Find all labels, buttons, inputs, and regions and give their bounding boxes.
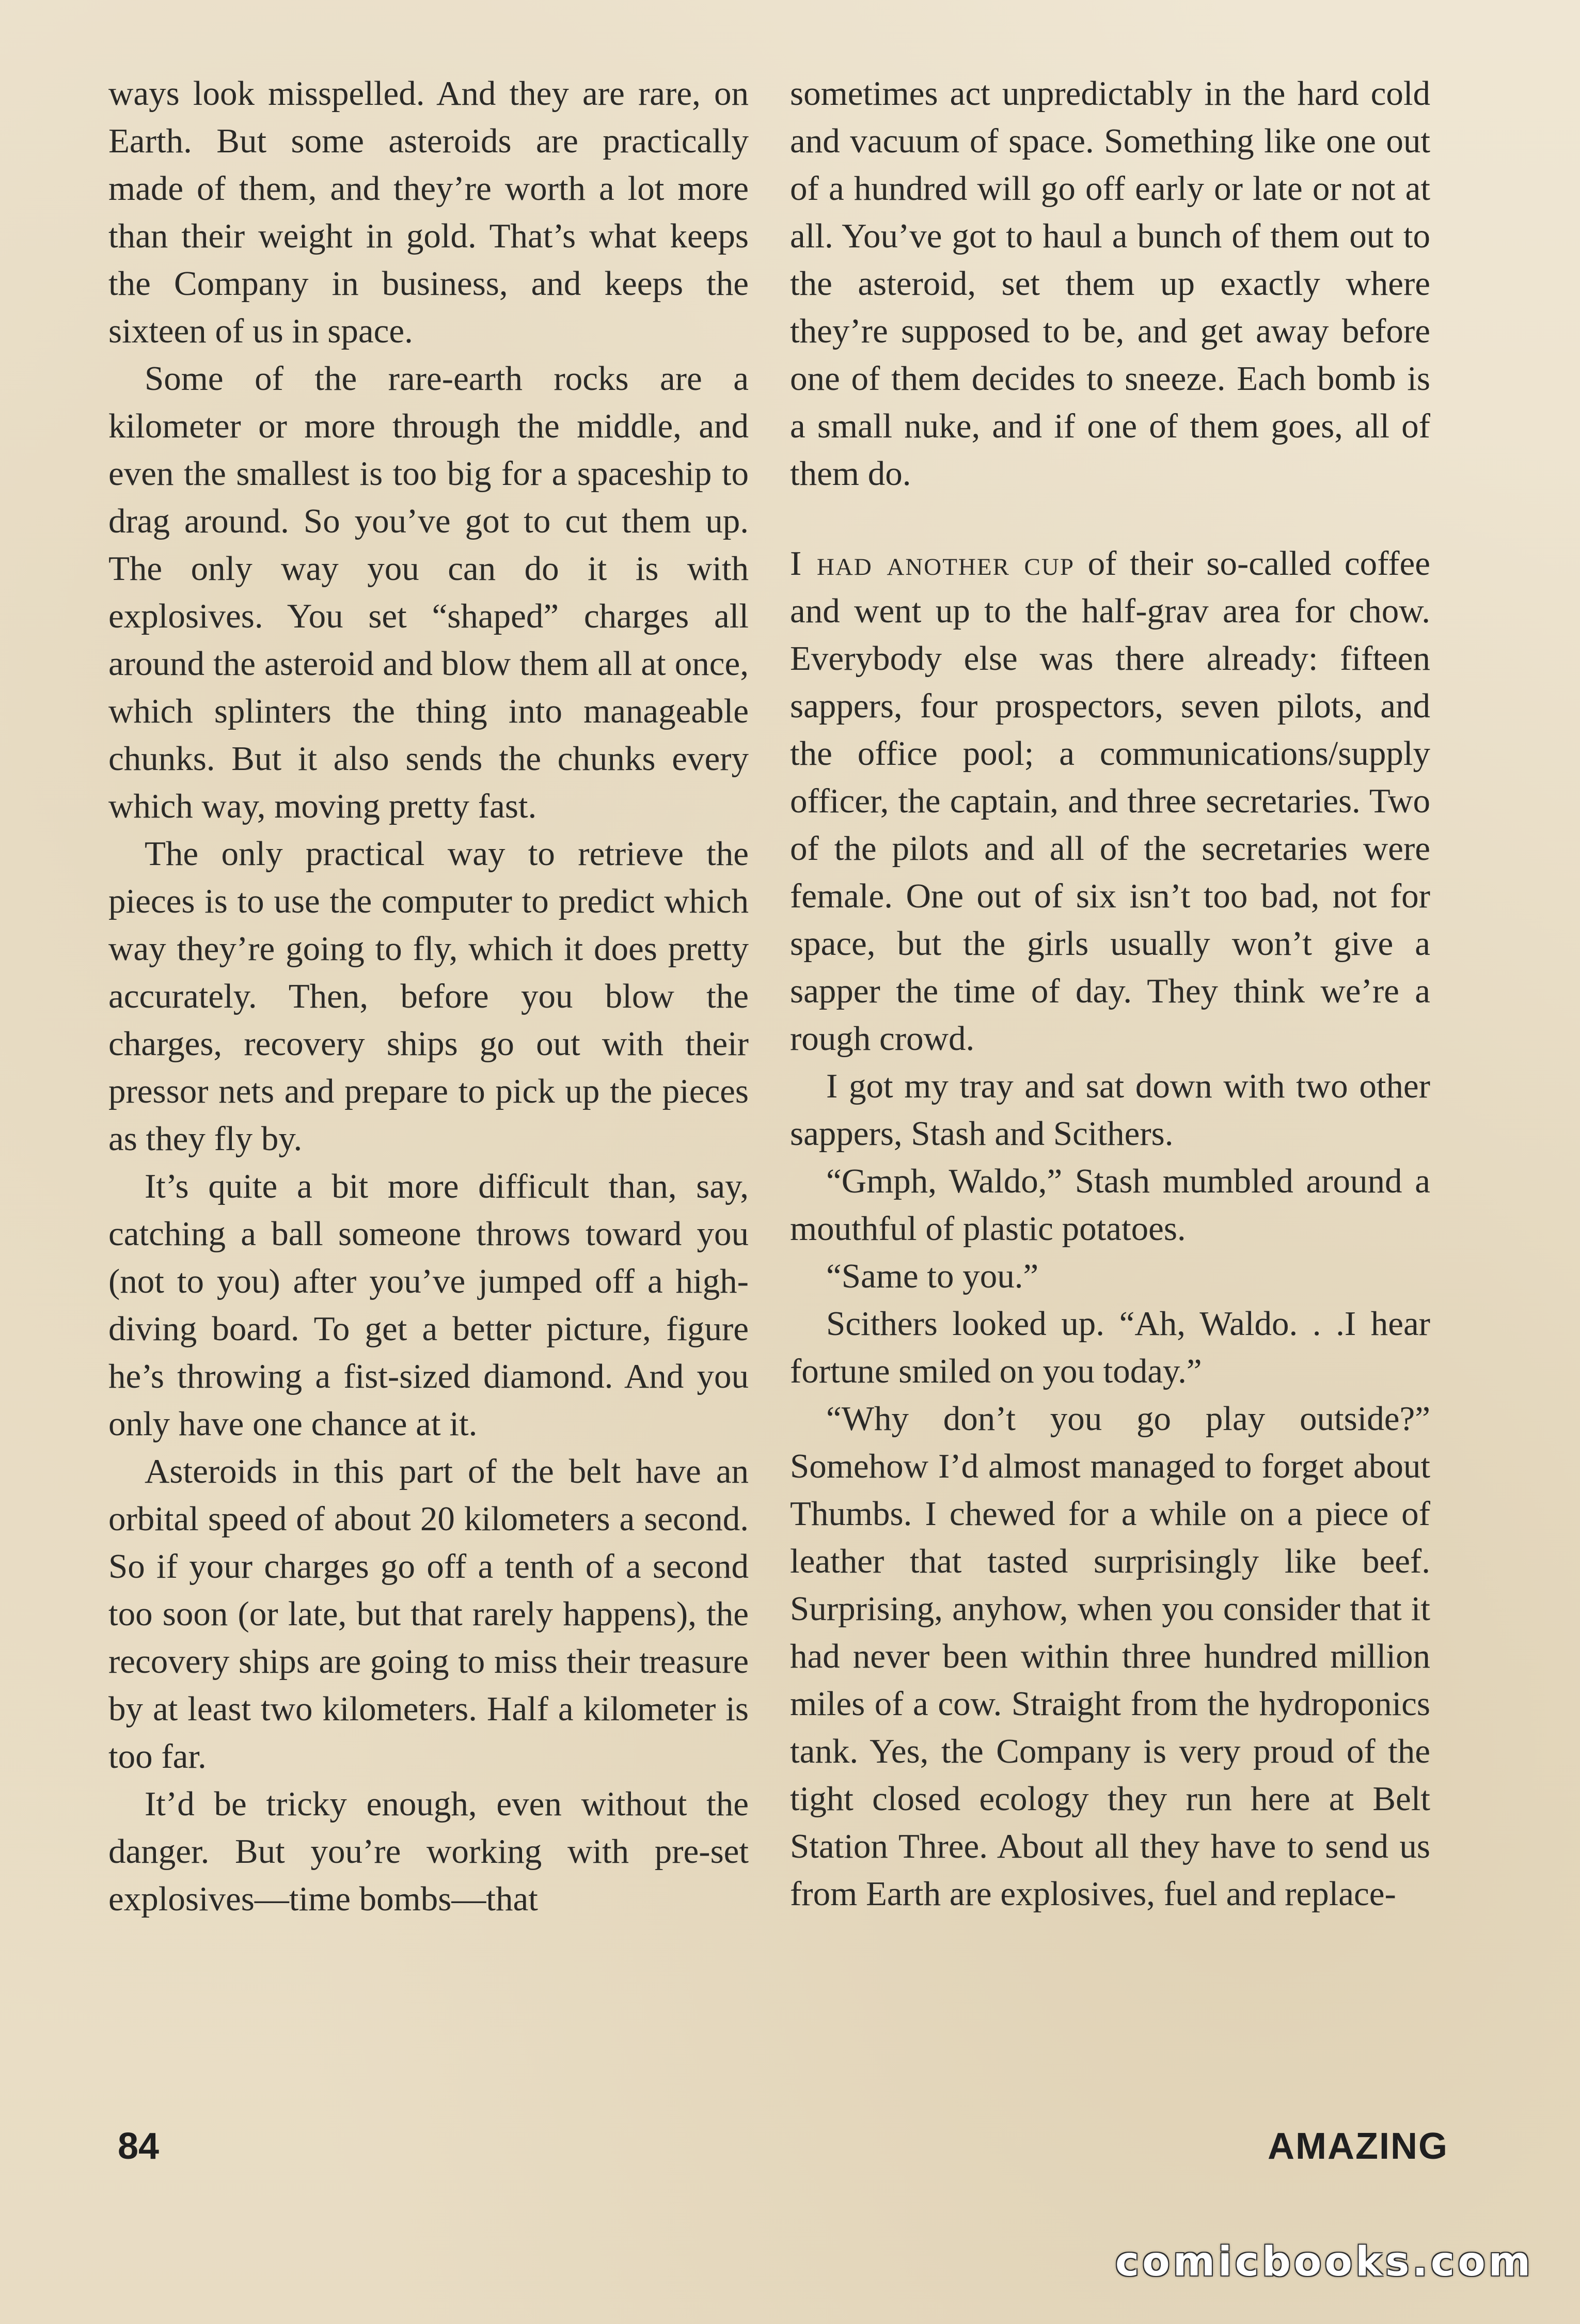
paragraph: sometimes act unpredictably in the hard cold and vacuum of space. Something like one out of a hundred will go off early or late or not at all. You’ve got to haul a bunch of them out to the asteroid, set them up exactly where they’re supposed to be, and get away before one of them decides to sneeze. Each bomb is a small nuke, and if one of them goes, all of them do. <box>790 74 1430 493</box>
paragraph: “Same to you.” <box>826 1257 1039 1295</box>
right-column <box>790 70 1430 1918</box>
section-opening-paragraph <box>790 540 1430 1062</box>
paragraph: It’s quite a bit more difficult than, say, catching a ball someone throws toward you (not to you) after you’ve jumped off a high-diving board. To get a better picture, figure he’s throwing a fist-sized diamond. And you only have one chance at it. <box>108 1167 749 1443</box>
magazine-name: AMAZING <box>1268 2126 1448 2167</box>
paragraph: I got my tray and sat down with two other sappers, Stash and Scithers. <box>790 1067 1430 1153</box>
paragraph: “Why don’t you go play outside?” Somehow I’d almost managed to forget about Thumbs. I chewed for a while on a piece of leather that tasted surprisingly like beef. Surprising, anyhow, when you consider that it had never been within three hundred million miles of a cow. Straight from the hydroponics tank. Yes, the Company is very proud of the tight closed ecology they run here at Belt Station Three. About all they have to send us from Earth are explosives, fuel and replace- <box>790 1400 1430 1913</box>
section-lead-in: I had another cup <box>790 544 1075 583</box>
paragraph: It’d be tricky enough, even without the danger. But you’re working with pre-set explosives—time bombs—that <box>108 1785 749 1918</box>
section-text: of their so-called coffee and went up to the half-grav area for chow. Everybody else was there already: fifteen sappers, four prospectors, seven pilots, and the office pool; a communications/supply officer, the captain, and three secretaries. Two of the pilots and all of the secretaries were female. One out of six isn’t too bad, not for space, but the girls usually won’t give a sapper the time of day. They think we’re a rough crowd. <box>790 544 1430 1058</box>
paragraph: The only practical way to retrieve the pieces is to use the computer to predict which way they’re going to fly, which it does pretty accurately. Then, before you blow the charges, recovery ships go out with their pressor nets and prepare to pick up the pieces as they fly by. <box>108 835 749 1158</box>
paragraph: Asteroids in this part of the belt have an orbital speed of about 20 kilometers a second. So if your charges go off a tenth of a second too soon (or late, but that rarely happens), the recovery ships are going to miss their treasure by at least two kilometers. Half a kilometer is too far. <box>108 1452 749 1776</box>
paragraph: Some of the rare-earth rocks are a kilometer or more through the middle, and even the smallest is too big for a spaceship to drag around. So you’ve got to cut them up. The only way you can do it is with explosives. You set “shaped” charges all around the asteroid and blow them all at once, which splinters the thing into manageable chunks. But it also sends the chunks every which way, moving pretty fast. <box>108 359 749 825</box>
paragraph: “Gmph, Waldo,” Stash mumbled around a mouthful of plastic potatoes. <box>790 1162 1430 1248</box>
paragraph: ways look misspelled. And they are rare, on Earth. But some asteroids are practically made of them, and they’re worth a lot more than their weight in gold. That’s what keeps the Company in business, and keeps the sixteen of us in space. <box>108 74 749 350</box>
page-number: 84 <box>118 2126 160 2167</box>
watermark: comicbooks.com <box>1115 2239 1534 2285</box>
left-column <box>108 70 749 1923</box>
paragraph: Scithers looked up. “Ah, Waldo. . .I hear fortune smiled on you today.” <box>790 1305 1430 1390</box>
